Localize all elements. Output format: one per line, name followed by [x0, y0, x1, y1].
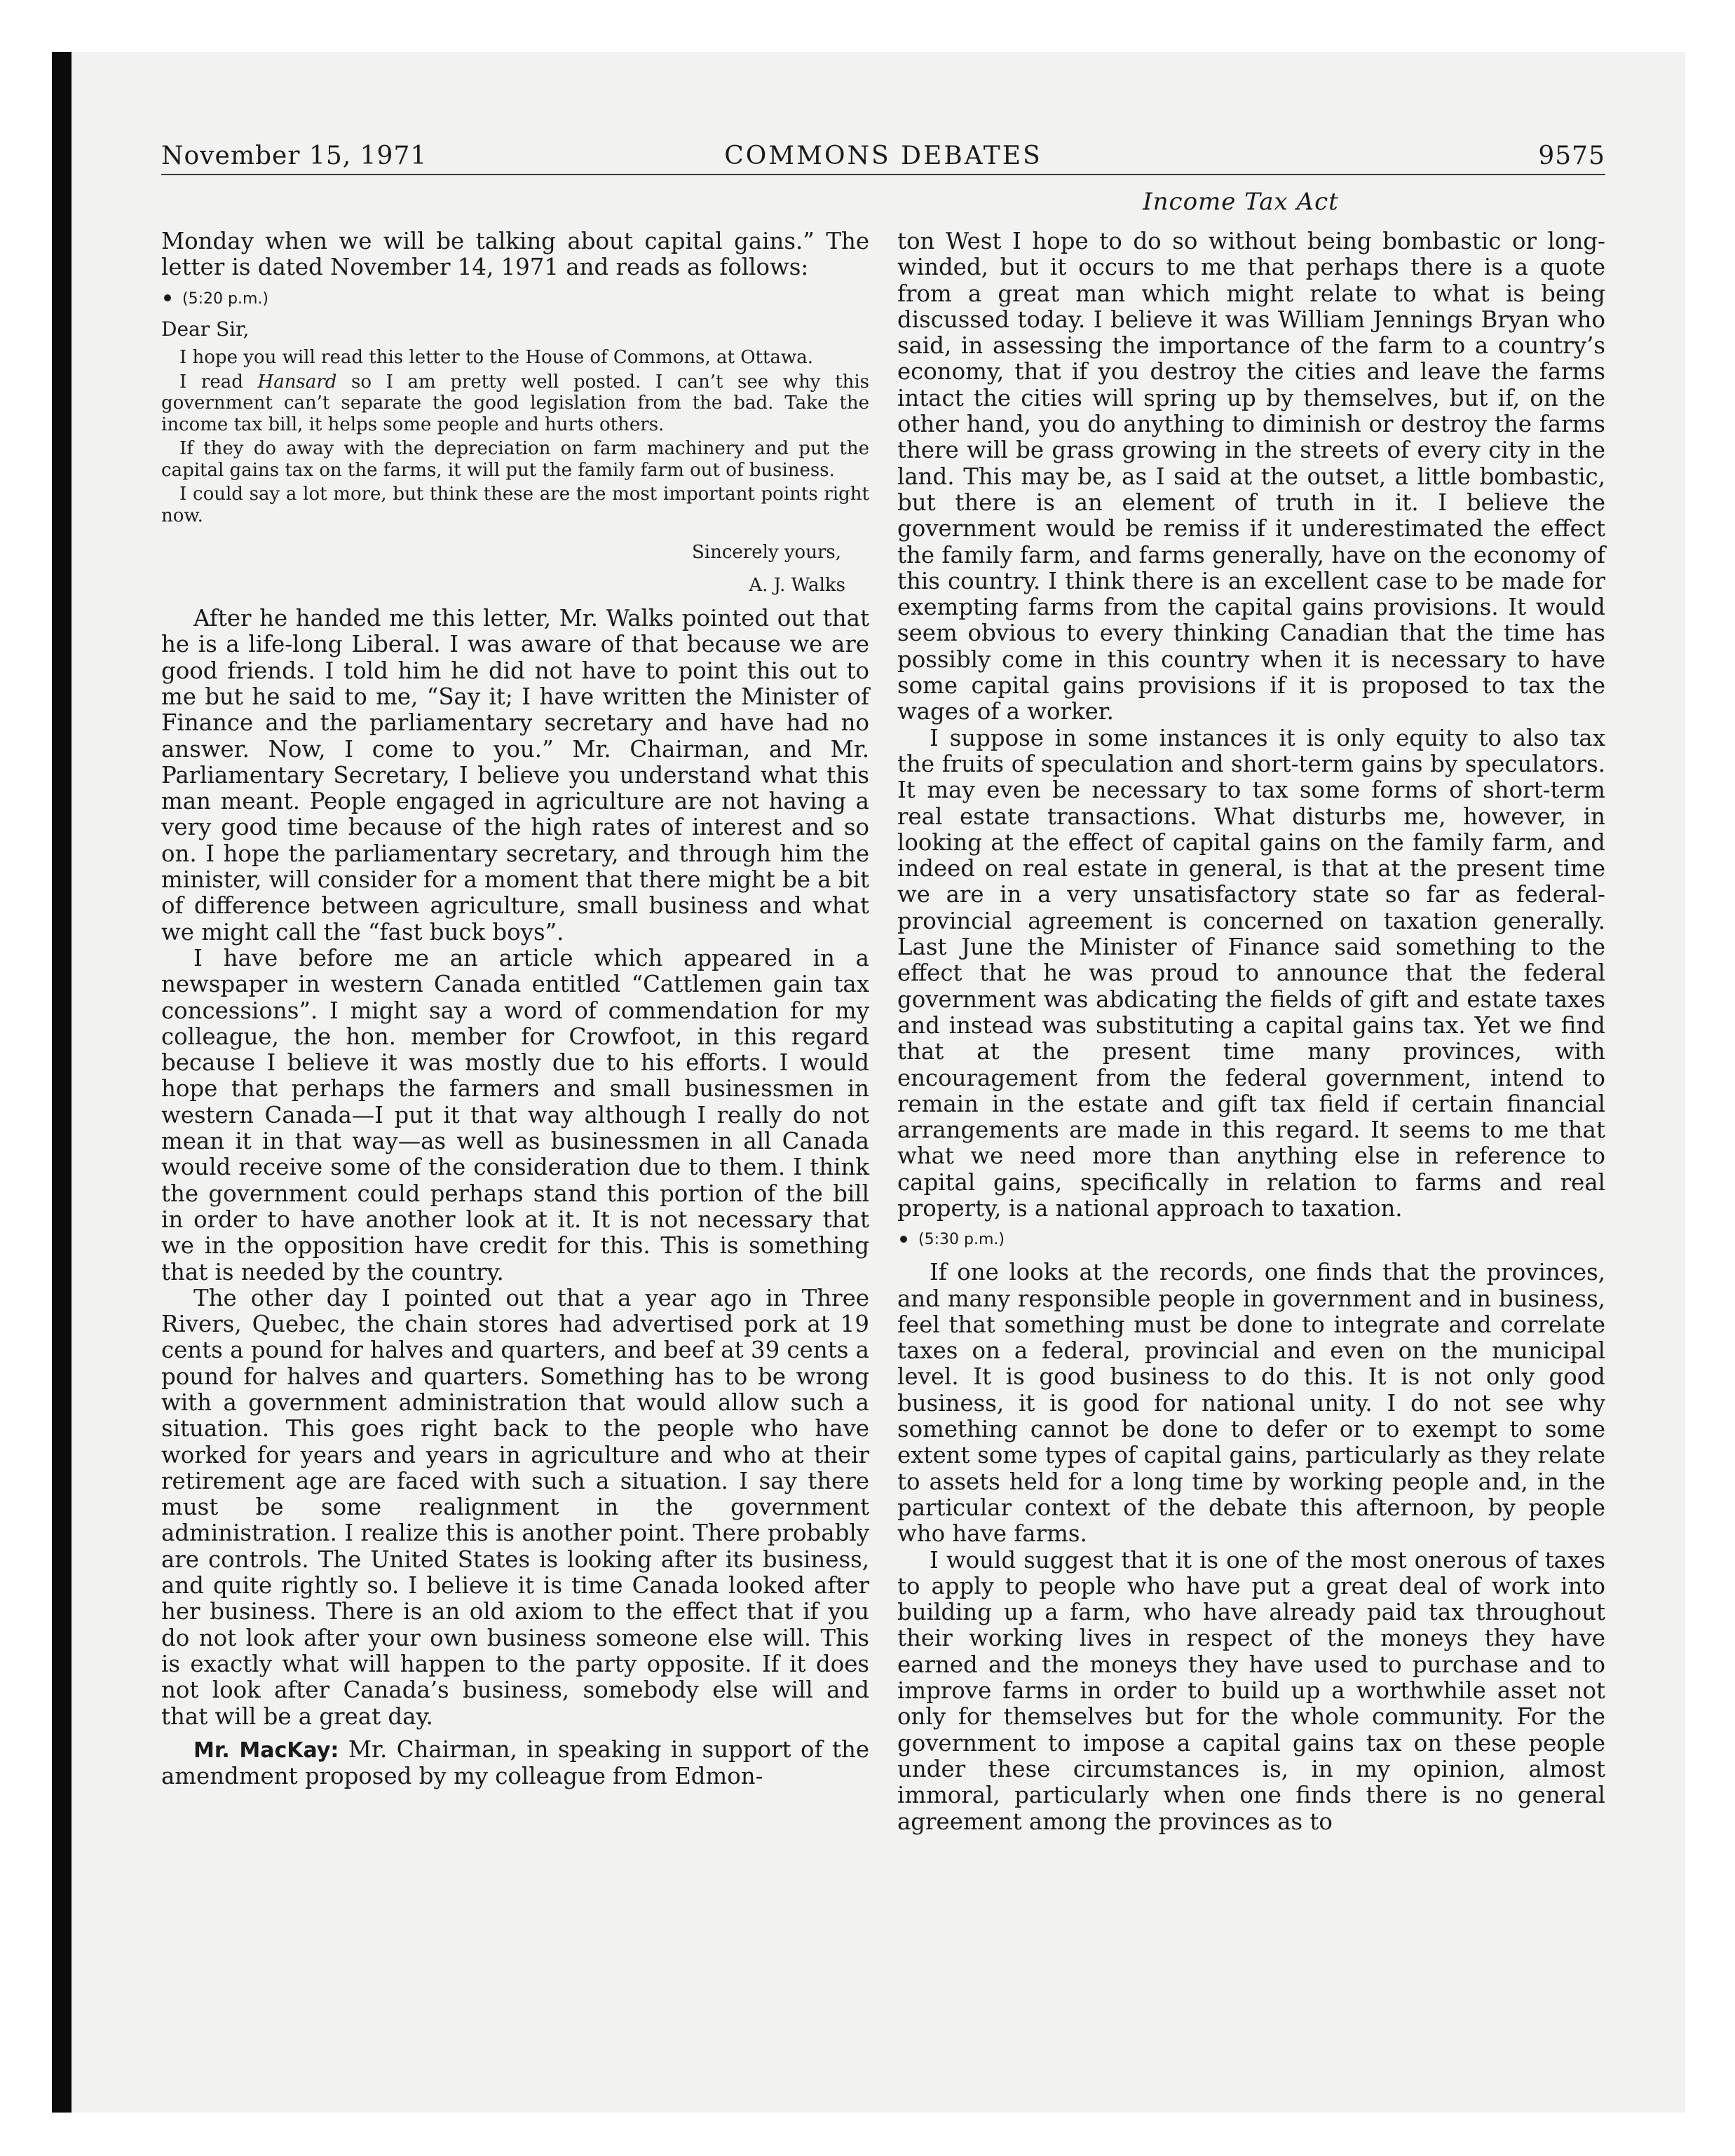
right-column	[897, 228, 1605, 1835]
bullet-icon	[164, 294, 171, 301]
time-marker	[897, 1230, 1605, 1250]
speaker-name: Mr. MacKay:	[193, 1738, 339, 1763]
letter-salutation: Dear Sir,	[161, 317, 250, 341]
body-paragraph: I would suggest that it is one of the most onerous of taxes to apply to people who have put a great deal of work into building up a farm, who have already paid tax throughout their working lives in respect of the moneys they have earned and the moneys they have used to purchase and to improve farms in order to build up a worthwhile asset not only for themselves but for the whole community. For the government to impose a capital gains tax on these people under these circumstances is, in my opinion, almost immoral, particularly when one finds there is no general agreement among the provinces as to	[897, 1546, 1605, 1835]
body-paragraph: ton West I hope to do so without being bombastic or long-winded, but it occurs to me that perhaps there is a quote from a great man which might relate to what is being discussed today. I believe it was William Jennings Bryan who said, in assessing the importance of the farm to a country’s economy, that if you destroy the cities and leave the farms intact the cities will spring up by themselves, but if, on the other hand, you do anything to diminish or destroy the farms there will be grass growing in the streets of every city in the land. This may be, as I said at the outset, a little bombastic, but there is an element of truth in it. I believe the government would be remiss if it underestimated the effect the family farm, and farms generally, have on the economy of this country. I think there is an excellent case to be made for exempting farms from the capital gains provisions. It would seem obvious to every thinking Canadian that the time has possibly come in this country when it is necessary to have some capital gains provisions if it is proposed to tax the wages of a worker.	[897, 228, 1605, 725]
left-column	[161, 228, 869, 1789]
body-paragraph: The other day I pointed out that a year ago in Three Rivers, Quebec, the chain stores had advertised pork at 19 cents a pound for halves and quarters, and beef at 39 cents a pound for halves and quarters. Something has to be wrong with a government administration that would allow such a situation. This goes right back to the people who have worked for years and years in agriculture and who at their retirement age are faced with such a situation. I say there must be some realignment in the government administration. I realize this is another point. There probably are controls. The United States is looking after its business, and quite rightly so. I believe it is time Canada looked after her business. There is an old axiom to the effect that if you do not look after your own business someone else will. This is exactly what will happen to the party opposite. If it does not look after Canada’s business, somebody else will and that will be a great day.	[161, 1284, 869, 1730]
body-paragraph: I suppose in some instances it is only equity to also tax the fruits of speculation and short-term gains by speculators. It may even be necessary to tax some forms of short-term real estate transactions. What disturbs me, however, in looking at the effect of capital gains on the family farm, and indeed on real estate in general, is that at the present time we are in a very unsatisfactory state so far as federal-provincial agreement is concerned on taxation generally. Last June the Minister of Finance said something to the effect that he was proud to announce that the federal government was abdicating the fields of gift and estate taxes and instead was substituting a capital gains tax. Yet we find that at the present time many provinces, with encouragement from the federal government, intend to remain in the estate and gift tax field if certain financial arrangements are made in this regard. It seems to me that what we need more than anything else in reference to capital gains, specifically in relation to farms and real property, is a national approach to taxation.	[897, 724, 1605, 1222]
speech-text: Mr. Chairman, in speaking in support of the amendment proposed by my colleague from Edmon-	[161, 1735, 869, 1790]
page-number: 9575	[1538, 142, 1605, 170]
scan-border	[52, 52, 72, 2113]
letter-paragraph: If they do away with the depreciation on farm machinery and put the capital gains tax on the farms, it will put the family farm out of business.	[161, 438, 869, 481]
quoted-letter	[161, 319, 869, 596]
letter-closing: Sincerely yours,	[691, 542, 841, 564]
body-paragraph: After he handed me this letter, Mr. Walks pointed out that he is a life-long Liberal. I was aware of that because we are good friends. I told him he did not have to point this out to me but he said to me, “Say it; I have written the Minister of Finance and the parliamentary secretary and have had no answer. Now, I come to you.” Mr. Chairman, and Mr. Parliamentary Secretary, I believe you understand what this man meant. People engaged in agriculture are not having a very good time because of the high rates of interest and so on. I hope the parliamentary secretary, and through him the minister, will consider for a moment that there might be a bit of difference between agriculture, small business and what we might call the “fast buck boys”.	[161, 605, 869, 946]
letter-paragraph	[161, 371, 869, 436]
page-header	[161, 137, 1605, 175]
letter-text: so I am pretty well posted. I can’t see why this government can’t separate the good legislation from the bad. Take the income tax bill, it helps some people and hurts others.	[161, 371, 869, 435]
body-paragraph: I have before me an article which appeared in a newspaper in western Canada entitled “Cattlemen gain tax concessions”. I might say a word of commendation for my colleague, the hon. member for Crowfoot, in this regard because I believe it was mostly due to his efforts. I would hope that perhaps the farmers and small businessmen in western Canada—I put it that way although I really do not mean it in that way—as well as businessmen in all Canada would receive some of the consideration due to them. I think the government could perhaps stand this portion of the bill in order to have another look at it. It is not necessary that we in the opposition have credit for this. This is something that is needed by the country.	[161, 944, 869, 1285]
letter-paragraph: I hope you will read this letter to the House of Commons, at Ottawa.	[179, 347, 813, 369]
time-marker-text: (5:30 p.m.)	[918, 1231, 1005, 1249]
bullet-icon	[900, 1236, 907, 1243]
letter-signature: A. J. Walks	[749, 574, 845, 596]
body-paragraph: If one looks at the records, one finds that the provinces, and many responsible people in government and in business, feel that something must be done to integrate and correlate taxes on a federal, provincial and even on the municipal level. It is good business to do this. It is not only good business, it is good for national unity. I do not see why something cannot be done to defer or to exempt to some extent some types of capital gains, particularly as they relate to assets held for a long time by working people and, in the particular context of the debate this afternoon, by people who have farms.	[897, 1259, 1605, 1548]
time-marker-text: (5:20 p.m.)	[182, 289, 268, 308]
time-marker	[161, 289, 869, 309]
speech-paragraph	[161, 1737, 869, 1790]
header-date: November 15, 1971	[161, 142, 428, 170]
section-title: Income Tax Act	[1143, 188, 1339, 216]
intro-paragraph: Monday when we will be talking about capital gains.” The letter is dated November 14, 1971 and reads as follows:	[161, 228, 869, 281]
letter-text: I read	[179, 371, 258, 393]
header-title: COMMONS DEBATES	[724, 142, 1042, 170]
hansard-italic: Hansard	[257, 371, 337, 393]
letter-paragraph: I could say a lot more, but think these are the most important points right now.	[161, 484, 869, 526]
